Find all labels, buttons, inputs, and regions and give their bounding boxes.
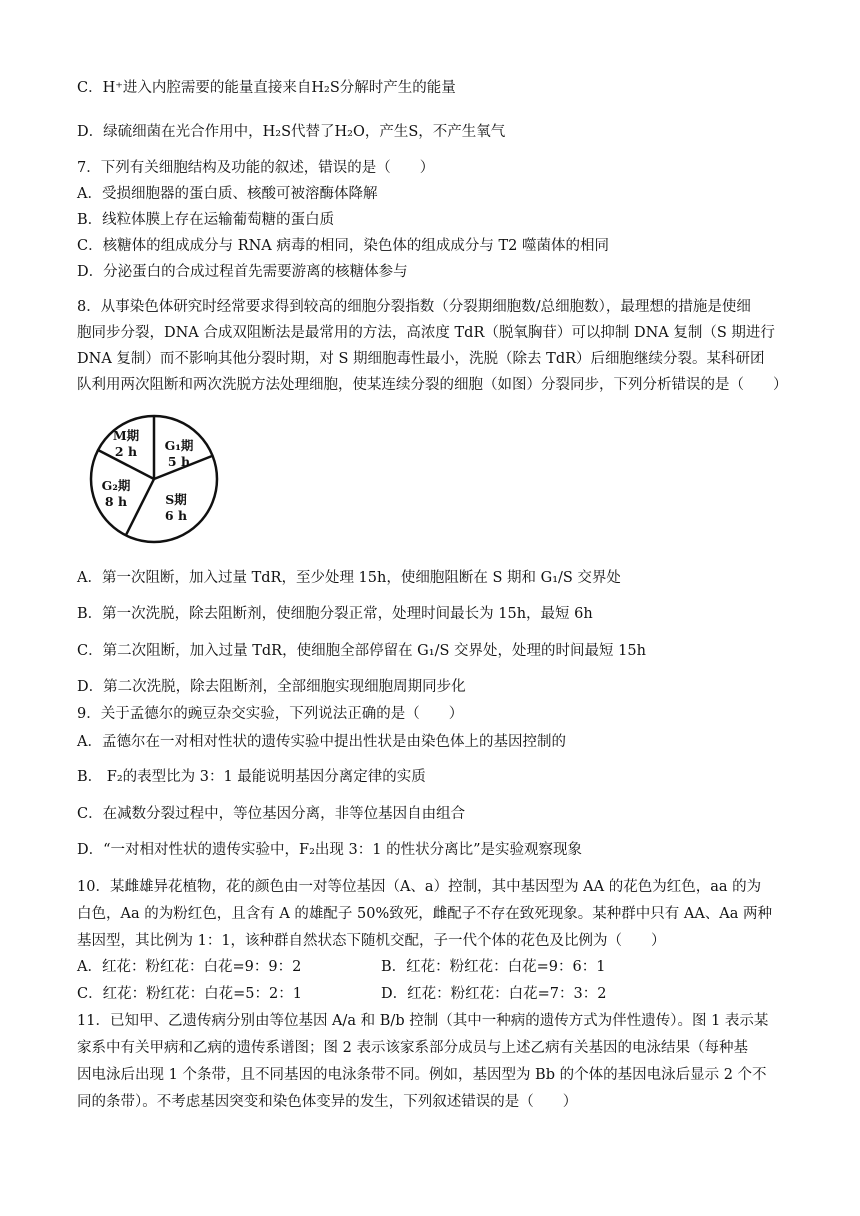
q11-stem-line2: 家系中有关甲病和乙病的遗传系谱图；图 2 表示该家系部分成员与上述乙病有关基因的电泳结果（每种基: [77, 1040, 748, 1056]
q10-stem-line3: 基因型，其比例为 1：1，该种群自然状态下随机交配，子一代个体的花色及比例为（ ）: [77, 933, 666, 949]
q7-option-c: C．核糖体的组成成分与 RNA 病毒的相同，染色体的组成成分与 T2 噬菌体的相同: [77, 238, 610, 254]
q6-option-d: D．绿硫细菌在光合作用中，H₂S代替了H₂O，产生S，不产生氧气: [77, 124, 506, 140]
m-phase-label: M期: [112, 428, 140, 443]
g1-phase-label: G₁期: [164, 438, 194, 453]
q10-stem-line1: 10．某雌雄异花植物，花的颜色由一对等位基因（A、a）控制，其中基因型为 AA 的花色为红色，aa 的为: [77, 879, 762, 895]
q7-stem: 7．下列有关细胞结构及功能的叙述，错误的是（ ）: [77, 160, 435, 176]
m-phase-time: 2 h: [114, 444, 138, 459]
s-phase-time: 6 h: [164, 508, 188, 523]
q11-stem-line4: 同的条带）。不考虑基因突变和染色体变异的发生，下列叙述错误的是（ ）: [77, 1094, 578, 1110]
q9-option-a: A．孟德尔在一对相对性状的遗传实验中提出性状是由染色体上的基因控制的: [77, 734, 566, 750]
q9-option-c: C．在减数分裂过程中，等位基因分离，非等位基因自由组合: [77, 806, 466, 822]
q8-option-d: D．第二次洗脱，除去阻断剂，全部细胞实现细胞周期同步化: [77, 679, 466, 695]
q10-option-c: C．红花：粉红花：白花=5：2：1: [77, 986, 302, 1002]
q11-stem-line3: 因电泳后出现 1 个条带，且不同基因的电泳条带不同。例如，基因型为 Bb 的个体的基因电泳后显示 2 个不: [77, 1067, 767, 1083]
q10-option-a: A．红花：粉红花：白花=9：9：2: [77, 959, 302, 975]
q8-stem-line1: 8．从事染色体研究时经常要求得到较高的细胞分裂指数（分裂期细胞数/总细胞数），最理想的措施是使细: [77, 299, 751, 315]
g1-phase-time: 5 h: [167, 454, 191, 469]
q6-option-c: C．H⁺进入内腔需要的能量直接来自H₂S分解时产生的能量: [77, 80, 456, 96]
q10-option-d: D．红花：粉红花：白花=7：3：2: [381, 986, 607, 1002]
cell-cycle-pie-diagram: [86, 412, 222, 546]
q8-stem-line4: 队利用两次阻断和两次洗脱方法处理细胞，使某连续分裂的细胞（如图）分裂同步，下列分析错误的是（ ）: [77, 377, 788, 393]
g2-phase-time: 8 h: [104, 494, 128, 509]
q8-option-c: C．第二次阻断，加入过量 TdR，使细胞全部停留在 G₁/S 交界处，处理的时间最短 15h: [77, 643, 646, 659]
q7-option-b: B．线粒体膜上存在运输葡萄糖的蛋白质: [77, 212, 335, 228]
q8-stem-line3: DNA 复制）而不影响其他分裂时期，对 S 期细胞毒性最小，洗脱（除去 TdR）后细胞继续分裂。某科研团: [77, 351, 765, 367]
q8-option-b: B．第一次洗脱，除去阻断剂，使细胞分裂正常，处理时间最长为 15h，最短 6h: [77, 606, 593, 622]
q7-option-d: D．分泌蛋白的合成过程首先需要游离的核糖体参与: [77, 264, 408, 280]
g2-phase-label: G₂期: [101, 478, 131, 493]
q11-stem-line1: 11．已知甲、乙遗传病分别由等位基因 A/a 和 B/b 控制（其中一种病的遗传方式为伴性遗传）。图 1 表示某: [77, 1013, 769, 1029]
s-phase-label: S期: [165, 492, 187, 507]
q10-stem-line2: 白色，Aa 的为粉红色，且含有 A 的雄配子 50%致死，雌配子不存在致死现象。某种群中只有 AA、Aa 两种: [77, 906, 773, 922]
q9-option-d: D．“一对相对性状的遗传实验中，F₂出现 3：1 的性状分离比”是实验观察现象: [77, 842, 582, 858]
q8-stem-line2: 胞同步分裂，DNA 合成双阻断法是最常用的方法，高浓度 TdR（脱氧胸苷）可以抑制 DNA 复制（S 期进行: [77, 325, 775, 341]
q7-option-a: A．受损细胞器的蛋白质、核酸可被溶酶体降解: [77, 186, 378, 202]
q10-option-b: B．红花：粉红花：白花=9：6：1: [381, 959, 606, 975]
q8-option-a: A．第一次阻断，加入过量 TdR，至少处理 15h，使细胞阻断在 S 期和 G₁/S 交界处: [77, 570, 621, 586]
q9-stem: 9．关于孟德尔的豌豆杂交实验，下列说法正确的是（ ）: [77, 706, 464, 722]
q9-option-b: B． F₂的表型比为 3：1 最能说明基因分离定律的实质: [77, 769, 426, 785]
